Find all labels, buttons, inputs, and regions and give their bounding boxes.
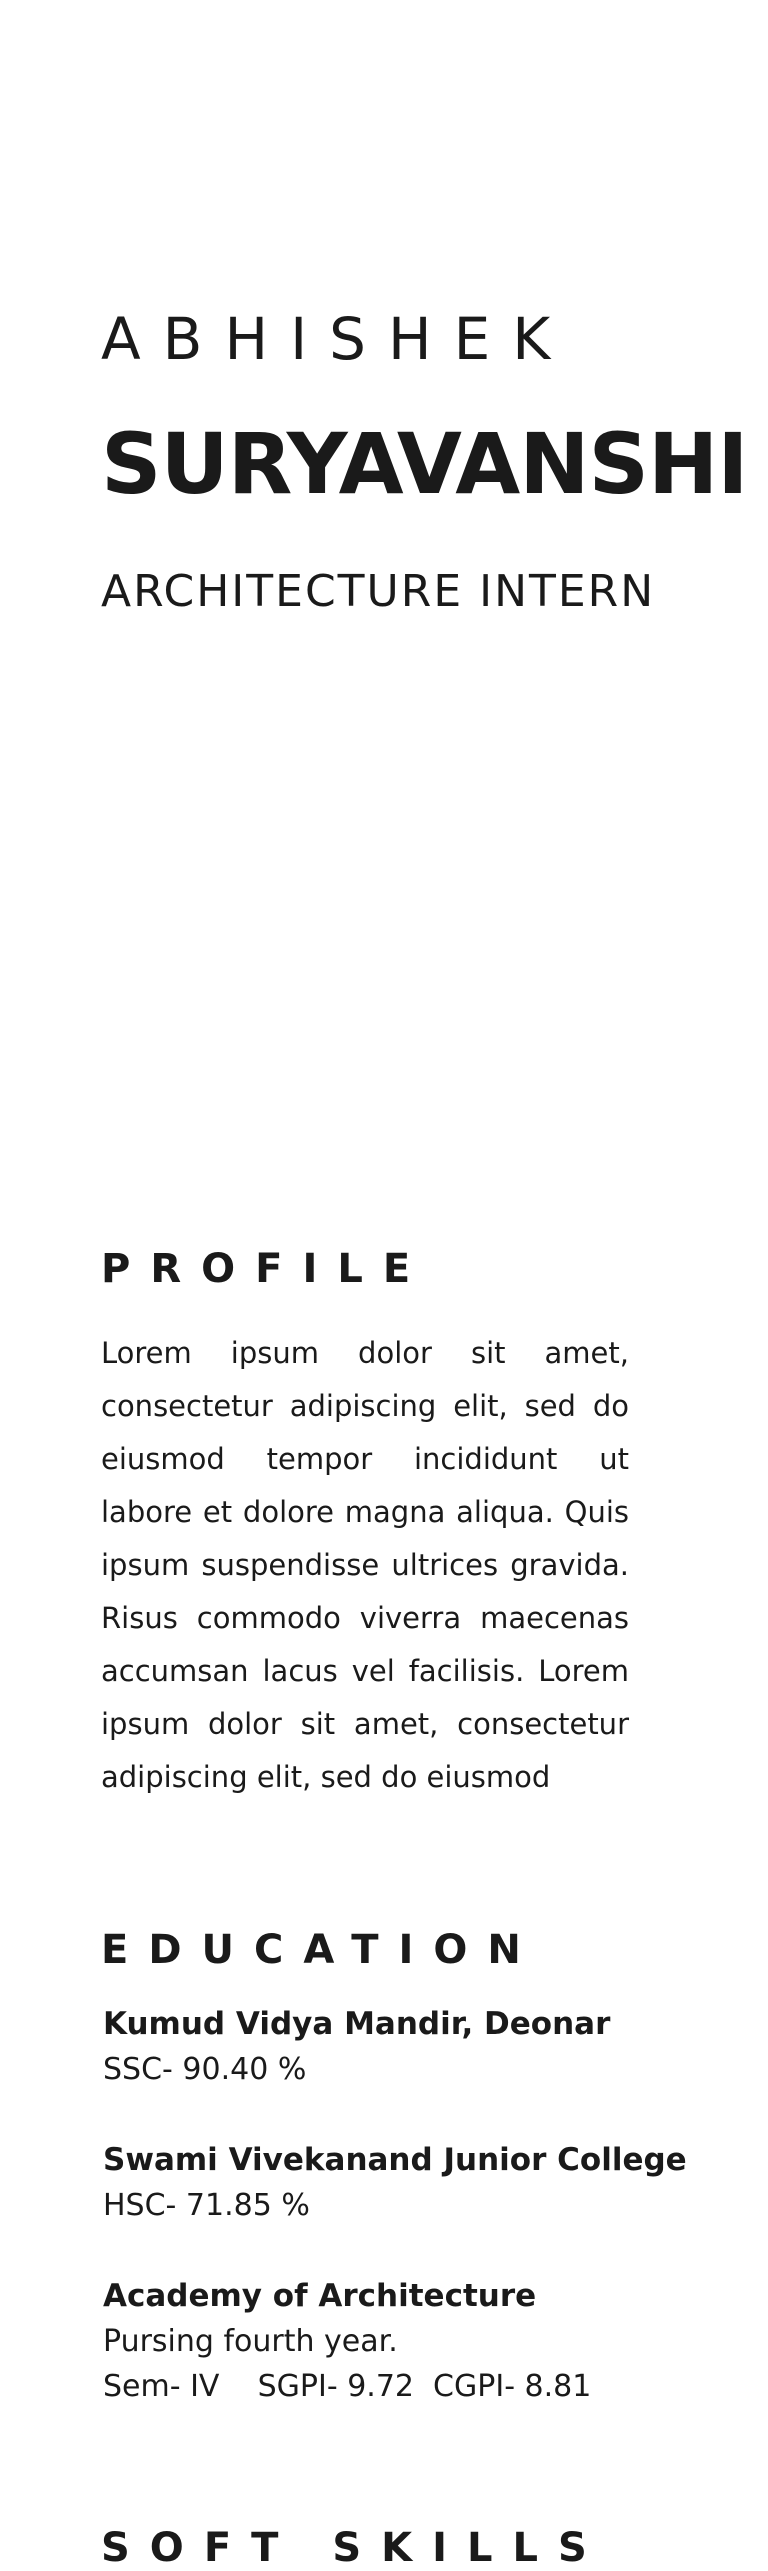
- profile-heading: PROFILE: [101, 1246, 431, 1292]
- first-name: ABHISHEK: [101, 305, 573, 373]
- soft-skills-heading: SOFT SKILLS: [101, 2525, 607, 2571]
- job-title: ARCHITECTURE INTERN: [101, 566, 656, 617]
- education-entry: [103, 2138, 723, 2228]
- education-detail: SSC- 90.40 %: [103, 2052, 307, 2087]
- profile-body: Lorem ipsum dolor sit amet, consectetur adipiscing elit, sed do eiusmod tempor incididunt ut labore et dolore magna aliqua. Quis ipsum suspendisse ultrices gravida. Risus commodo viverra maecenas accumsan lacus vel facilisis. Lorem ipsum dolor sit amet, consectetur adipiscing elit, sed do eiusmod: [101, 1336, 629, 1794]
- education-school: Academy of Architecture: [103, 2278, 537, 2314]
- education-heading: EDUCATION: [101, 1927, 541, 1973]
- education-entry: [103, 2274, 723, 2409]
- education-entry: [103, 2002, 723, 2092]
- education-detail: Pursing fourth year.: [103, 2324, 398, 2359]
- education-school: Kumud Vidya Mandir, Deonar: [103, 2006, 611, 2042]
- education-grades: Sem- IV SGPI- 9.72 CGPI- 8.81: [103, 2369, 592, 2404]
- education-detail: HSC- 71.85 %: [103, 2188, 310, 2223]
- education-school: Swami Vivekanand Junior College: [103, 2142, 687, 2178]
- last-name: SURYAVANSHI: [101, 415, 748, 513]
